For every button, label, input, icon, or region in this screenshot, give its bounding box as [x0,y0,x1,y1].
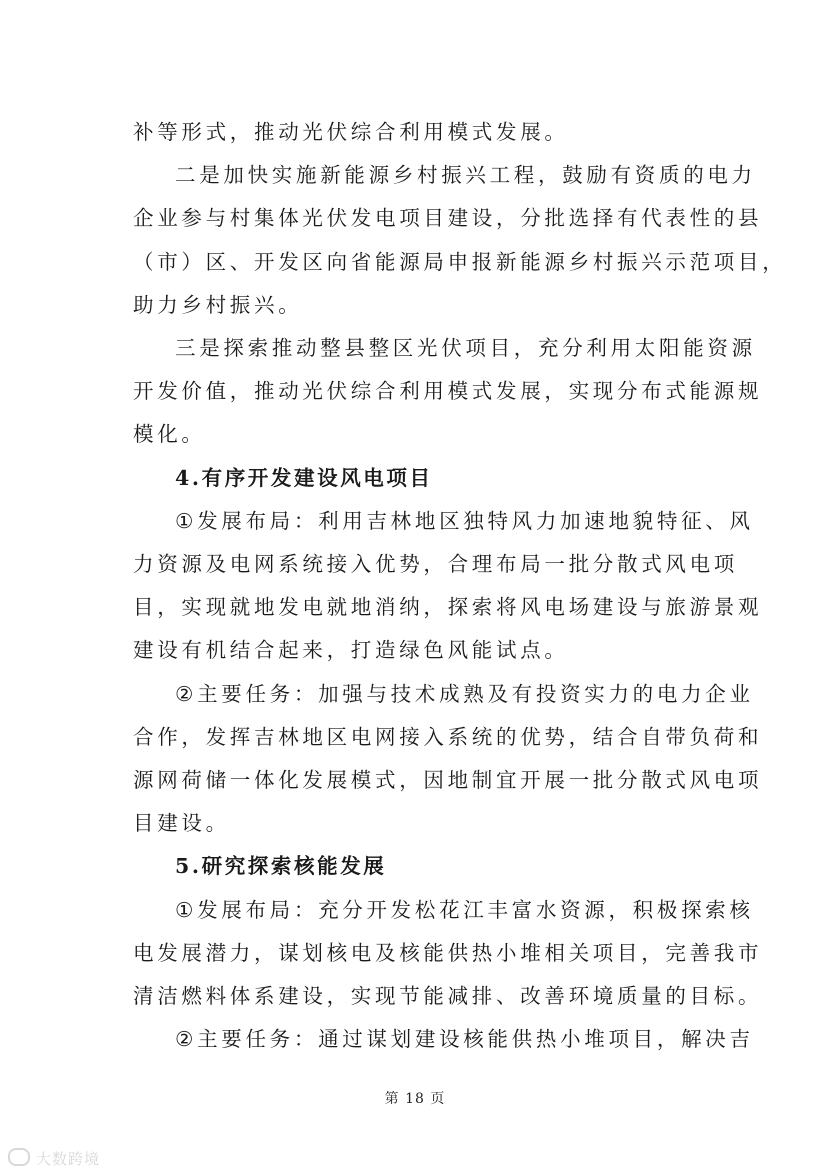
paragraph-line: 三是探索推动整县整区光伏项目，充分利用太阳能资源 [175,336,756,360]
paragraph-line: 合作，发挥吉林地区电网接入系统的优势，结合自带负荷和 [133,724,763,749]
watermark-logo-icon [8,1148,30,1166]
paragraph-line: ②主要任务：通过谋划建设核能供热小堆项目，解决吉 [175,1027,754,1052]
paragraph-line: ①发展布局：充分开发松花江丰富水资源，积极探索核 [175,897,754,922]
watermark [8,1148,100,1169]
paragraph-line: 清洁燃料体系建设，实现节能减排、改善环境质量的目标。 [133,984,763,1008]
paragraph-line: ②主要任务：加强与技术成熟及有投资实力的电力企业 [175,681,754,706]
section-heading: 4.有序开发建设风电项目 [175,465,433,490]
paragraph-line: 补等形式，推动光伏综合利用模式发展。 [133,120,569,144]
paragraph-line: （市）区、开发区向省能源局申报新能源乡村振兴示范项目， [133,249,787,274]
paragraph-line: 模化。 [133,422,206,447]
paragraph-line: 源网荷储一体化发展模式，因地制宜开展一批分散式风电项 [133,768,763,792]
paragraph-line: 二是加快实施新能源乡村振兴工程，鼓励有资质的电力 [175,163,756,188]
paragraph-line: 电发展潜力，谋划核电及核能供热小堆相关项目，完善我市 [133,940,763,965]
paragraph-line: 目，实现就地发电就地消纳，探索将风电场建设与旅游景观 [133,595,763,620]
paragraph-line: 企业参与村集体光伏发电项目建设，分批选择有代表性的县 [133,206,763,231]
watermark-text: 大数跨境 [36,1150,101,1168]
paragraph-line: 建设有机结合起来，打造绿色风能试点。 [133,638,569,663]
paragraph-line: 力资源及电网系统接入优势，合理布局一批分散式风电项 [133,552,738,576]
paragraph-line: 目建设。 [133,811,230,836]
paragraph-line: 助力乡村振兴。 [133,292,303,317]
section-heading: 5.研究探索核能发展 [175,854,387,879]
paragraph-line: 开发价值，推动光伏综合利用模式发展，实现分布式能源规 [133,379,763,404]
page-number: 第 18 页 [384,1091,446,1107]
paragraph-line: ①发展布局：利用吉林地区独特风力加速地貌特征、风 [175,508,754,533]
